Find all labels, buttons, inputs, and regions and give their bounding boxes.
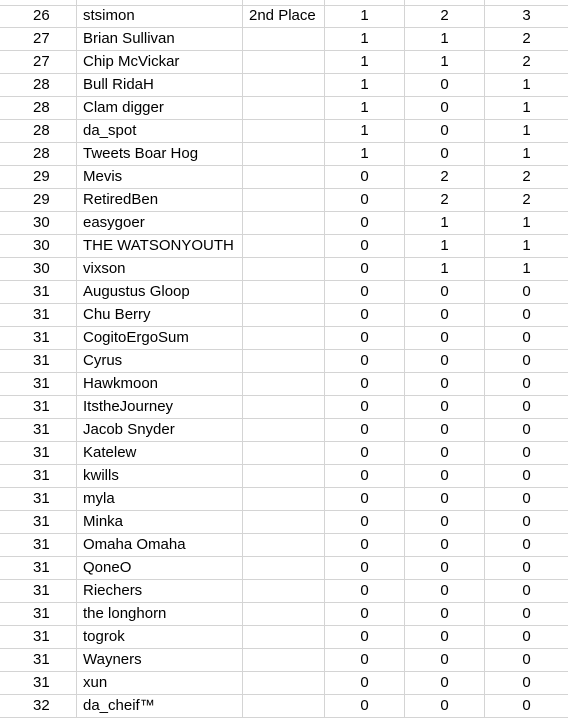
table-row [0,534,568,557]
place-cell[interactable] [243,327,325,349]
count-a-cell[interactable]: 0 [325,488,405,510]
count-a-cell[interactable]: 0 [325,258,405,280]
name-cell[interactable]: Augustus Gloop [77,281,243,303]
table-row [0,649,568,672]
total-cell[interactable]: 0 [522,467,531,484]
name-cell[interactable]: easygoer [77,212,243,234]
count-a-cell[interactable]: 0 [325,235,405,257]
count-b-cell[interactable]: 0 [405,97,485,119]
place-cell[interactable] [243,580,325,602]
name-cell[interactable]: Mevis [77,166,243,188]
total-cell[interactable]: 1 [522,260,531,277]
total-cell[interactable]: 0 [522,375,531,392]
table-row [0,488,568,511]
rank-cell[interactable]: 30 [0,212,77,234]
name-cell[interactable]: vixson [77,258,243,280]
rank-cell[interactable]: 31 [0,603,77,625]
count-a-cell[interactable]: 1 [325,51,405,73]
count-b-cell[interactable]: 0 [405,419,485,441]
count-a-cell[interactable]: 0 [325,212,405,234]
table-row [0,97,568,120]
count-a-cell[interactable]: 0 [325,189,405,211]
count-b-cell[interactable]: 0 [405,534,485,556]
total-cell[interactable]: 1 [522,122,531,139]
total-cell[interactable]: 1 [522,145,531,162]
count-b-cell[interactable]: 2 [405,166,485,188]
place-cell[interactable] [243,603,325,625]
rank-cell[interactable]: 31 [0,396,77,418]
count-a-cell[interactable]: 1 [325,120,405,142]
total-cell[interactable]: 0 [522,329,531,346]
rank-cell[interactable]: 31 [0,511,77,533]
rank-cell[interactable]: 31 [0,281,77,303]
table-row [0,166,568,189]
rank-cell[interactable]: 31 [0,442,77,464]
place-cell[interactable] [243,626,325,648]
table-row [0,235,568,258]
rank-cell[interactable]: 31 [0,626,77,648]
total-cell[interactable]: 0 [522,490,531,507]
count-b-cell[interactable]: 1 [405,235,485,257]
table-row [0,396,568,419]
table-row [0,465,568,488]
rank-cell[interactable]: 31 [0,304,77,326]
place-cell[interactable] [243,212,325,234]
count-b-cell[interactable]: 0 [405,304,485,326]
name-cell[interactable]: Cyrus [77,350,243,372]
total-cell[interactable]: 0 [522,536,531,553]
count-b-cell[interactable]: 0 [405,488,485,510]
total-cell[interactable]: 1 [522,76,531,93]
place-cell[interactable] [243,672,325,694]
count-b-cell[interactable]: 1 [405,258,485,280]
rank-cell[interactable]: 30 [0,235,77,257]
rank-cell[interactable]: 28 [0,143,77,165]
name-cell[interactable]: ItstheJourney [77,396,243,418]
table-row [0,511,568,534]
table-row [0,626,568,649]
count-b-cell[interactable]: 0 [405,143,485,165]
rank-cell[interactable]: 28 [0,74,77,96]
place-cell[interactable] [243,442,325,464]
place-cell[interactable] [243,465,325,487]
count-b-cell[interactable]: 0 [405,396,485,418]
rank-cell[interactable]: 32 [0,695,77,717]
table-row [0,373,568,396]
count-a-cell[interactable]: 0 [325,557,405,579]
rank-cell[interactable]: 31 [0,534,77,556]
name-cell[interactable]: Jacob Snyder [77,419,243,441]
name-cell[interactable]: Bull RidaH [77,74,243,96]
place-cell[interactable] [243,396,325,418]
total-cell[interactable]: 0 [522,306,531,323]
count-b-cell[interactable]: 0 [405,672,485,694]
rank-cell[interactable]: 27 [0,28,77,50]
table-row [0,189,568,212]
count-a-cell[interactable]: 0 [325,695,405,717]
count-b-cell[interactable]: 1 [405,51,485,73]
count-b-cell[interactable]: 0 [405,580,485,602]
name-cell[interactable]: QoneO [77,557,243,579]
total-cell[interactable]: 0 [522,352,531,369]
name-cell[interactable]: the longhorn [77,603,243,625]
count-a-cell[interactable]: 0 [325,166,405,188]
place-cell[interactable] [243,143,325,165]
count-b-cell[interactable]: 0 [405,442,485,464]
count-a-cell[interactable]: 0 [325,350,405,372]
count-b-cell[interactable]: 0 [405,465,485,487]
rank-cell[interactable]: 31 [0,580,77,602]
rank-cell[interactable]: 27 [0,51,77,73]
table-row [0,212,568,235]
total-cell[interactable]: 1 [522,99,531,116]
count-a-cell[interactable]: 0 [325,603,405,625]
rank-cell[interactable]: 31 [0,465,77,487]
count-a-cell[interactable]: 0 [325,327,405,349]
table-row [0,695,568,718]
count-b-cell[interactable]: 0 [405,603,485,625]
name-cell[interactable]: Riechers [77,580,243,602]
rank-cell[interactable]: 31 [0,672,77,694]
name-cell[interactable]: CogitoErgoSum [77,327,243,349]
count-b-cell[interactable]: 0 [405,626,485,648]
place-cell[interactable] [243,189,325,211]
place-cell[interactable] [243,350,325,372]
count-a-cell[interactable]: 1 [325,97,405,119]
table-row [0,120,568,143]
total-cell[interactable]: 0 [522,513,531,530]
rank-cell[interactable]: 29 [0,166,77,188]
total-cell[interactable]: 0 [522,651,531,668]
count-b-cell[interactable]: 0 [405,557,485,579]
place-cell[interactable] [243,74,325,96]
total-cell[interactable]: 2 [522,30,531,47]
name-cell[interactable]: stsimon [77,5,243,27]
place-cell[interactable] [243,120,325,142]
rank-cell[interactable]: 31 [0,350,77,372]
table-row [0,672,568,695]
count-b-cell[interactable]: 1 [405,212,485,234]
place-cell[interactable] [243,97,325,119]
total-cell[interactable]: 1 [522,214,531,231]
table-row [0,51,568,74]
rank-cell[interactable]: 29 [0,189,77,211]
name-cell[interactable]: kwills [77,465,243,487]
count-a-cell[interactable]: 0 [325,281,405,303]
place-cell[interactable] [243,258,325,280]
place-cell[interactable] [243,557,325,579]
rank-cell[interactable]: 28 [0,120,77,142]
total-cell[interactable]: 0 [522,421,531,438]
total-cell[interactable]: 0 [522,628,531,645]
name-cell[interactable]: da_cheif™ [77,695,243,717]
table-row [0,327,568,350]
name-cell[interactable]: Minka [77,511,243,533]
total-cell[interactable]: 0 [522,605,531,622]
count-a-cell[interactable]: 0 [325,396,405,418]
count-a-cell[interactable]: 0 [325,626,405,648]
name-cell[interactable]: Chip McVickar [77,51,243,73]
table-row [0,304,568,327]
count-a-cell[interactable]: 0 [325,672,405,694]
name-cell[interactable]: togrok [77,626,243,648]
name-cell[interactable]: da_spot [77,120,243,142]
count-b-cell[interactable]: 0 [405,511,485,533]
total-cell[interactable]: 2 [522,53,531,70]
count-b-cell[interactable]: 2 [405,189,485,211]
count-a-cell[interactable]: 1 [325,74,405,96]
total-cell[interactable]: 1 [522,237,531,254]
name-cell[interactable]: RetiredBen [77,189,243,211]
rank-cell[interactable]: 28 [0,97,77,119]
total-cell[interactable]: 0 [522,444,531,461]
total-cell[interactable]: 0 [522,559,531,576]
count-a-cell[interactable]: 0 [325,534,405,556]
total-cell[interactable]: 0 [522,283,531,300]
total-cell[interactable]: 0 [522,398,531,415]
count-a-cell[interactable]: 0 [325,373,405,395]
count-a-cell[interactable]: 0 [325,465,405,487]
place-cell[interactable] [243,166,325,188]
table-row [0,350,568,373]
place-cell[interactable] [243,235,325,257]
count-a-cell[interactable]: 0 [325,419,405,441]
total-cell[interactable]: 2 [522,191,531,208]
table-row [0,258,568,281]
name-cell[interactable]: xun [77,672,243,694]
standings-grid [0,5,568,718]
rank-cell[interactable]: 31 [0,327,77,349]
total-cell[interactable]: 0 [522,674,531,691]
count-b-cell[interactable]: 0 [405,649,485,671]
rank-cell[interactable]: 31 [0,557,77,579]
table-row [0,28,568,51]
count-b-cell[interactable]: 0 [405,373,485,395]
place-cell[interactable] [243,373,325,395]
table-row [0,557,568,580]
total-cell[interactable]: 0 [522,697,531,714]
name-cell[interactable]: myla [77,488,243,510]
rank-cell[interactable]: 31 [0,649,77,671]
count-b-cell[interactable]: 1 [405,28,485,50]
table-row [0,580,568,603]
name-cell[interactable]: Brian Sullivan [77,28,243,50]
name-cell[interactable]: Katelew [77,442,243,464]
count-a-cell[interactable]: 0 [325,511,405,533]
total-cell[interactable]: 3 [522,7,531,24]
total-cell[interactable]: 0 [522,582,531,599]
table-row [0,442,568,465]
table-row [0,603,568,626]
name-cell[interactable]: Clam digger [77,97,243,119]
count-a-cell[interactable]: 0 [325,649,405,671]
count-b-cell[interactable]: 2 [405,5,485,27]
rank-cell[interactable]: 26 [0,5,77,27]
count-a-cell[interactable]: 0 [325,442,405,464]
rank-cell[interactable]: 31 [0,488,77,510]
count-b-cell[interactable]: 0 [405,695,485,717]
name-cell[interactable]: Wayners [77,649,243,671]
count-a-cell[interactable]: 1 [325,143,405,165]
place-cell[interactable] [243,488,325,510]
place-cell[interactable] [243,51,325,73]
count-b-cell[interactable]: 0 [405,120,485,142]
count-a-cell[interactable]: 1 [325,5,405,27]
place-cell[interactable]: 2nd Place [243,5,325,27]
place-cell[interactable] [243,281,325,303]
place-cell[interactable] [243,419,325,441]
count-a-cell[interactable]: 1 [325,28,405,50]
place-cell[interactable] [243,304,325,326]
table-row [0,281,568,304]
name-cell[interactable]: Omaha Omaha [77,534,243,556]
total-cell[interactable]: 2 [522,168,531,185]
count-b-cell[interactable]: 0 [405,281,485,303]
table-row [0,143,568,166]
count-b-cell[interactable]: 0 [405,327,485,349]
rank-cell[interactable]: 30 [0,258,77,280]
place-cell[interactable] [243,28,325,50]
name-cell[interactable]: Chu Berry [77,304,243,326]
name-cell[interactable]: THE WATSONYOUTH [77,235,243,257]
count-b-cell[interactable]: 0 [405,350,485,372]
table-row [0,5,568,28]
rank-cell[interactable]: 31 [0,419,77,441]
rank-cell[interactable]: 31 [0,373,77,395]
table-row [0,419,568,442]
count-a-cell[interactable]: 0 [325,304,405,326]
place-cell[interactable] [243,511,325,533]
count-b-cell[interactable]: 0 [405,74,485,96]
place-cell[interactable] [243,534,325,556]
count-a-cell[interactable]: 0 [325,580,405,602]
table-row [0,74,568,97]
name-cell[interactable]: Hawkmoon [77,373,243,395]
place-cell[interactable] [243,695,325,717]
place-cell[interactable] [243,649,325,671]
name-cell[interactable]: Tweets Boar Hog [77,143,243,165]
